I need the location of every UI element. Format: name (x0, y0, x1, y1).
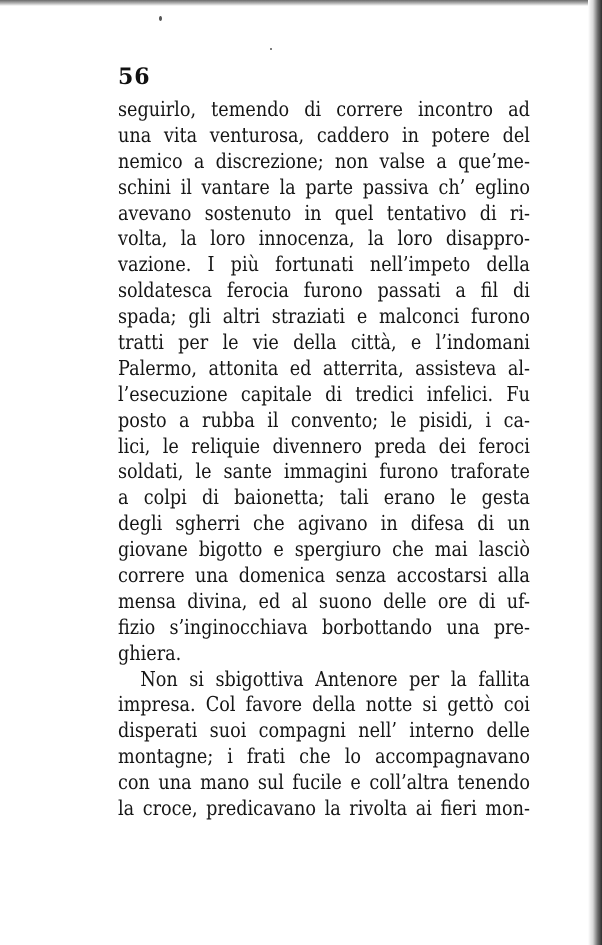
text-line: a colpi di baionetta; tali erano le gesta (118, 485, 530, 510)
text-line: soldatesca ferocia furono passati a fil di (118, 278, 530, 303)
text-line: montagne; i frati che lo accompagnavano (118, 744, 530, 769)
ink-speck (270, 48, 272, 50)
page-top-edge (0, 0, 602, 6)
text-line: lici, le reliquie divennero preda dei feroci (118, 433, 530, 458)
text-line: soldati, le sante immagini furono traforate (118, 459, 530, 484)
page-number: 56 (118, 64, 151, 90)
text-line: giovane bigotto e spergiuro che mai lasciò (118, 537, 530, 562)
text-line: tratti per le vie della città, e l’indomani (118, 330, 530, 355)
text-line: avevano sostenuto in quel tentativo di ri- (118, 200, 530, 225)
text-line: la croce, predicavano la rivolta ai fieri mon- (118, 796, 530, 821)
text-line: degli sgherri che agivano in difesa di un (118, 511, 530, 536)
text-line: fizio s’inginocchiava borbottando una pre- (118, 614, 530, 639)
text-line: spada; gli altri straziati e malconci furono (118, 304, 530, 329)
ink-speck (159, 16, 162, 21)
text-line: mensa divina, ed al suono delle ore di uf- (118, 588, 530, 613)
text-line: ghiera. (118, 640, 182, 665)
text-line: l’esecuzione capitale di tredici infelici. Fu (118, 381, 530, 406)
body-text (118, 97, 530, 822)
text-line: schini il vantare la parte passiva ch’ eglino (118, 174, 530, 199)
text-line: seguirlo, temendo di correre incontro ad (118, 97, 530, 121)
text-line: impresa. Col favore della notte si gettò coi (118, 692, 530, 717)
text-line: una vita venturosa, caddero in potere del (118, 122, 530, 147)
text-line: Non si sbigottiva Antenore per la fallita (140, 666, 530, 691)
text-line: Palermo, attonita ed atterrita, assisteva al- (118, 355, 530, 380)
text-line: volta, la loro innocenza, la loro disappro- (118, 226, 530, 251)
text-line: vazione. I più fortunati nell’impeto della (118, 252, 530, 277)
page-right-edge (588, 0, 602, 945)
text-line: con una mano sul fucile e coll’altra tenendo (118, 770, 530, 795)
text-line: disperati suoi compagni nell’ interno delle (118, 718, 530, 743)
text-line: posto a rubba il convento; le pisidi, i ca- (118, 407, 530, 432)
text-line: nemico a discrezione; non valse a que’me- (118, 148, 530, 173)
text-line: correre una domenica senza accostarsi alla (118, 563, 530, 588)
